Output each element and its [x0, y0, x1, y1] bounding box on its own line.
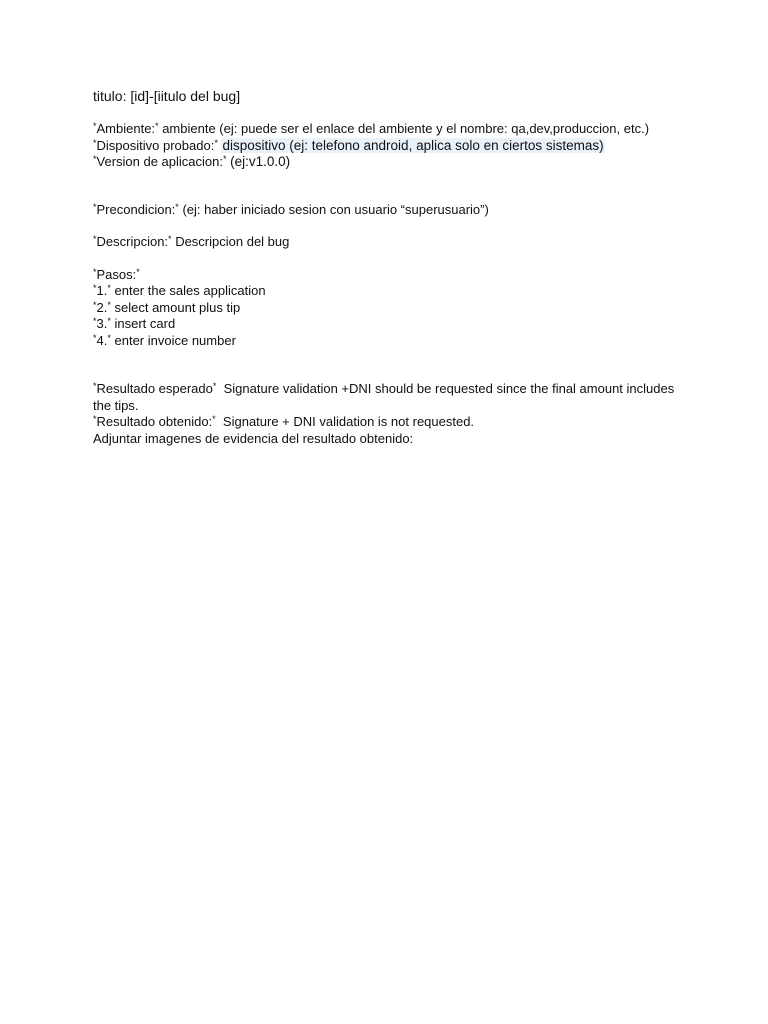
resultado-esperado-value: Signature validation +DNI should be requested since the final amount includes the tips. [93, 381, 675, 413]
resultado-esperado-label: Resultado esperado [96, 381, 213, 396]
version-value: (ej:v1.0.0) [230, 154, 291, 169]
pasos-line: *Pasos:* [93, 266, 140, 282]
ambiente-value: ambiente (ej: puede ser el enlace del ambiente y el nombre: qa,dev,produccion, etc.) [162, 121, 650, 136]
ambiente-label: Ambiente: [96, 121, 156, 136]
step-text: select amount plus tip [114, 299, 241, 315]
step-number: 2. [96, 299, 108, 315]
version-label: Version de aplicacion: [96, 154, 223, 169]
resultado-obtenido-label: Resultado obtenido: [96, 414, 213, 429]
resultado-obtenido-line: *Resultado obtenido:* Signature + DNI validation is not requested. [93, 414, 475, 429]
resultado-esperado-line: *Resultado esperado* Signature validation +DNI should be requested since the final amount includes the tips. [93, 381, 675, 413]
descripcion-value: Descripcion del bug [175, 234, 290, 249]
step-text: enter invoice number [114, 332, 236, 348]
resultado-obtenido-value: Signature + DNI validation is not requested. [222, 414, 475, 429]
precondicion-label: Precondicion: [96, 201, 176, 217]
ambiente-line: *Ambiente:* ambiente (ej: puede ser el enlace del ambiente y el nombre: qa,dev,produccion, etc.) [93, 121, 650, 136]
dispositivo-label: Dispositivo probado: [96, 137, 215, 153]
document-body [93, 86, 693, 447]
pasos-label: Pasos: [96, 266, 137, 282]
step-item: *2.* select amount plus tip [93, 299, 241, 315]
descripcion-line: *Descripcion:* Descripcion del bug [93, 234, 290, 249]
dispositivo-line: *Dispositivo probado:* dispositivo (ej: telefono android, aplica solo en ciertos sistemas) [93, 137, 604, 153]
precondicion-line: *Precondicion:* (ej: haber iniciado sesion con usuario “superusuario”) [93, 201, 489, 217]
step-item: *1.* enter the sales application [93, 283, 266, 298]
step-number: 1. [96, 283, 108, 298]
step-text: insert card [114, 316, 176, 331]
descripcion-label: Descripcion: [96, 234, 169, 249]
step-number: 4. [96, 332, 108, 348]
adjuntar-line: Adjuntar imagenes de evidencia del resultado obtenido: [93, 430, 414, 446]
step-item: *4.* enter invoice number [93, 332, 236, 348]
step-number: 3. [96, 316, 108, 331]
dispositivo-value: dispositivo (ej: telefono android, aplica solo en ciertos sistemas) [222, 137, 604, 153]
step-item: *3.* insert card [93, 316, 176, 331]
step-text: enter the sales application [114, 283, 266, 298]
bug-title: titulo: [id]-[iitulo del bug] [93, 88, 241, 104]
version-line: *Version de aplicacion:* (ej:v1.0.0) [93, 154, 291, 169]
precondicion-value: (ej: haber iniciado sesion con usuario “superusuario”) [182, 201, 489, 217]
